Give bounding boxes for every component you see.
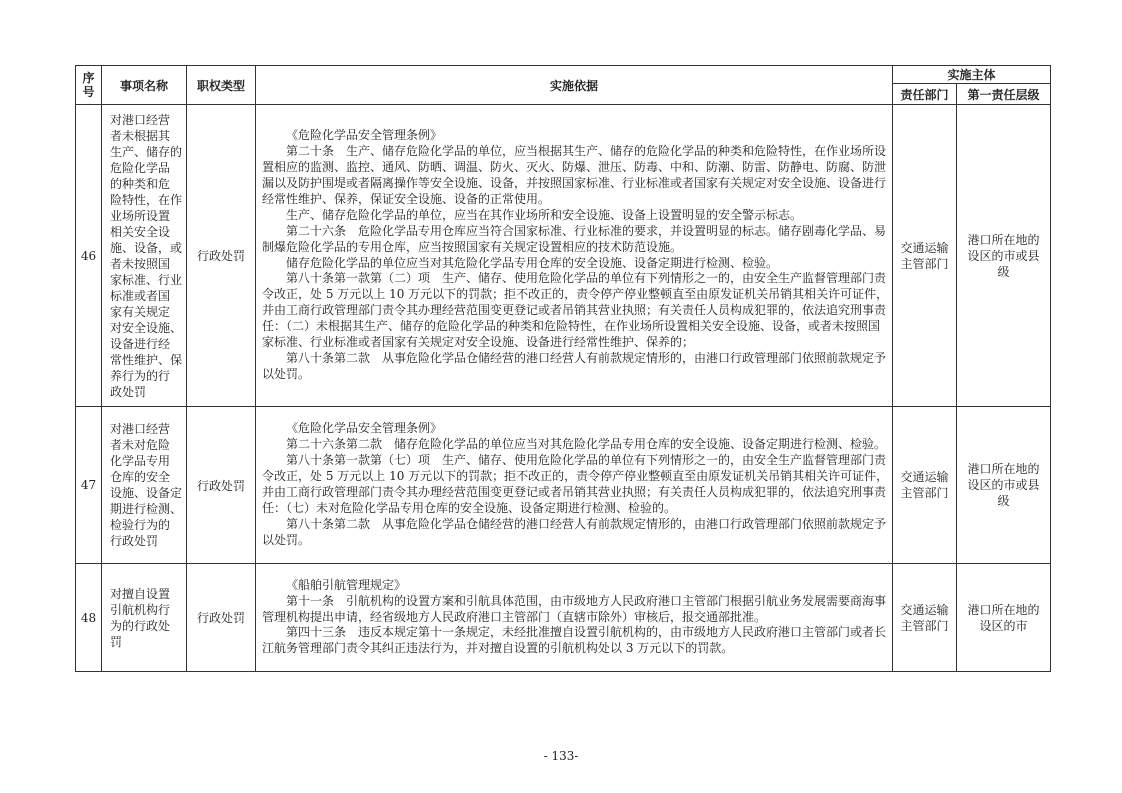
text-line: 交通运输 xyxy=(900,240,949,255)
text-line: 对港口经营 xyxy=(110,112,171,127)
text-line: 交通运输 xyxy=(900,470,949,484)
text-line: 设区的市或县 xyxy=(967,478,1040,492)
row-seq: 47 xyxy=(76,407,102,564)
text-line: 者未根据其 xyxy=(110,128,171,143)
text-line: 主管部门 xyxy=(900,486,949,500)
basis-line: 第二十六条第二款 储存危险化学品的单位应当对其危险化学品专用仓库的安全设施、设备定期进行检测、检验。 xyxy=(286,437,887,452)
header-dept: 责任部门 xyxy=(893,84,957,105)
basis-line: 制爆危险化学品的专用仓库，应当按照国家有关规定设置相应的技术防范设施。 xyxy=(262,239,683,254)
row-name xyxy=(102,564,187,672)
basis-line: 第十一条 引航机构的设置方案和引航具体范围，由市级地方人民政府港口主管部门根据引航业务发展需要商海事 xyxy=(286,593,887,608)
table-row xyxy=(76,105,1051,407)
text-line: 生产、储存的 xyxy=(110,144,183,159)
text-line: 标准或者国 xyxy=(110,288,171,303)
text-line: 设区的市 xyxy=(979,618,1028,633)
text-line: 家有关规定 xyxy=(110,304,171,319)
text-line: 级 xyxy=(997,494,1010,508)
basis-line: 《危险化学品安全管理条例》 xyxy=(286,128,443,143)
text-line: 检验行为的 xyxy=(110,518,171,532)
text-line: 业场所设置 xyxy=(110,208,171,223)
basis-line: 任：（七）未对危险化学品专用仓库的安全设施、设备定期进行检测、检验的。 xyxy=(262,500,677,515)
text-line: 引航机构行 xyxy=(110,602,171,617)
row-dept xyxy=(893,564,957,672)
row-seq: 46 xyxy=(76,105,102,407)
basis-line: 第八十条第二款 从事危险化学品仓储经营的港口经营人有前款规定情形的，由港口行政管理部门依照前款规定予 xyxy=(286,350,887,365)
text-line: 为的行政处 xyxy=(110,618,171,633)
text-line: 级 xyxy=(997,264,1010,279)
basis-line: 储存危险化学品的单位应当对其危险化学品专用仓库的安全设施、设备定期进行检测、检验。 xyxy=(286,255,779,270)
basis-line: 经常性维护、保养，保证安全设施、设备的正常使用。 xyxy=(262,191,551,206)
text-line: 对港口经营 xyxy=(110,422,171,436)
basis-line: 任：（二）未根据其生产、储存的危险化学品的种类和危险特性，在作业场所设置相关安全设施、设备，或者未按照国 xyxy=(262,319,881,334)
text-line: 的种类和危 xyxy=(110,176,171,191)
basis-line: 管理机构提出申请，经省级地方人民政府港口主管部门（直辖市除外）审核后，报交通部批准。 xyxy=(262,609,767,624)
text-line: 政处罚 xyxy=(110,384,147,399)
text-line: 家标准、行业 xyxy=(110,272,183,287)
text-line: 者未对危险 xyxy=(110,438,171,452)
basis-line: 《船舶引航管理规定》 xyxy=(286,577,407,592)
text-line: 施、设备，或 xyxy=(110,240,183,255)
basis-line: 第八十条第一款第（七）项 生产、储存、使用危险化学品的单位有下列情形之一的，由安全生产监督管理部门责 xyxy=(286,453,887,468)
header-seq-line: 序 xyxy=(82,71,95,85)
basis-line: 并由工商行政管理部门责令其办理经营范围变更登记或者吊销其营业执照；有关责任人员构成犯罪的，依法追究刑事责 xyxy=(262,485,887,499)
header-basis: 实施依据 xyxy=(256,66,893,105)
basis-line: 第八十条第二款 从事危险化学品仓储经营的港口经营人有前款规定情形的，由港口行政管理部门依照前款规定予 xyxy=(286,516,887,531)
row-dept xyxy=(893,105,957,407)
header-seq-line: 号 xyxy=(82,85,95,99)
header-name: 事项名称 xyxy=(102,66,187,105)
text-line: 对擅自设置 xyxy=(110,586,171,601)
text-line: 行政处罚 xyxy=(110,534,159,548)
header-subject: 实施主体 xyxy=(893,66,1051,84)
basis-line: 家标准、行业标准或者国家有关规定对安全设施、设备进行经常性维护、保养的； xyxy=(262,335,695,350)
basis-line: 置相应的监测、监控、通风、防晒、调温、防火、灭火、防爆、泄压、防毒、中和、防潮、防雷、防静电、防腐、防泄 xyxy=(262,160,887,175)
basis-line: 江航务管理部门责令其纠正违法行为，并对擅自设置的引航机构处以 3 万元以下的罚款。 xyxy=(262,641,734,656)
row-basis xyxy=(256,407,893,564)
text-line: 港口所在地的 xyxy=(967,462,1040,476)
text-line: 主管部门 xyxy=(900,618,949,633)
basis-line: 第二十六条 危险化学品专用仓库应当符合国家标准、行业标准的要求，并设置明显的标志。储存剧毒化学品、易 xyxy=(286,223,887,238)
text-line: 险特性，在作 xyxy=(110,192,183,207)
text-line: 危险化学品 xyxy=(110,160,171,175)
page-number: - 133- xyxy=(543,749,579,763)
text-line: 常性维护、保 xyxy=(110,352,183,367)
text-line: 设备进行经 xyxy=(110,336,171,351)
row-basis xyxy=(256,105,893,407)
text-line: 相关安全设 xyxy=(110,224,171,239)
basis-line: 第四十三条 违反本规定第十一条规定，未经批准擅自设置引航机构的，由市级地方人民政府港口主管部门或者长 xyxy=(286,625,887,640)
row-name xyxy=(102,407,187,564)
basis-line: 以处罚。 xyxy=(262,366,311,381)
basis-line: 第八十条第一款第（二）项 生产、储存、使用危险化学品的单位有下列情形之一的，由安全生产监督管理部门责 xyxy=(286,271,887,286)
text-line: 者未按照国 xyxy=(110,256,171,271)
text-line: 港口所在地的 xyxy=(967,232,1040,247)
table-row xyxy=(76,564,1051,672)
text-line: 期进行检测、 xyxy=(110,502,183,516)
text-line: 设施、设备定 xyxy=(110,486,183,500)
text-line: 港口所在地的 xyxy=(967,602,1040,617)
header-seq xyxy=(76,66,102,105)
basis-line: 第二十条 生产、储存危险化学品的单位，应当根据其生产、储存的危险化学品的种类和危险特性，在作业场所设 xyxy=(286,144,887,159)
basis-line: 生产、储存危险化学品的单位，应当在其作业场所和安全设施、设备上设置明显的安全警示标志。 xyxy=(286,207,803,222)
row-type: 行政处罚 xyxy=(187,564,256,672)
responsibility-table xyxy=(75,65,1051,672)
row-level xyxy=(957,105,1051,407)
text-line: 主管部门 xyxy=(900,256,949,271)
header-type: 职权类型 xyxy=(187,66,256,105)
basis-line: 漏以及防护围堤或者隔离操作等安全设施、设备，并按照国家标准、行业标准或者国家有关规定对安全设施、设备进行 xyxy=(262,175,887,190)
text-line: 交通运输 xyxy=(900,602,949,617)
text-line: 设区的市或县 xyxy=(967,248,1040,263)
row-dept xyxy=(893,407,957,564)
basis-line: 令改正，处 5 万元以上 10 万元以下的罚款；拒不改正的，责令停产停业整顿直至由原发证机关吊销其相关许可证件， xyxy=(262,287,889,302)
text-line: 仓库的安全 xyxy=(110,470,171,484)
row-seq: 48 xyxy=(76,564,102,672)
header-level: 第一责任层级 xyxy=(957,84,1051,105)
row-level xyxy=(957,407,1051,564)
basis-line: 令改正，处 5 万元以上 10 万元以下的罚款；拒不改正的，责令停产停业整顿直至由原发证机关吊销其相关许可证件， xyxy=(262,469,889,484)
text-line: 化学品专用 xyxy=(110,454,171,468)
table-row xyxy=(76,407,1051,564)
row-basis xyxy=(256,564,893,672)
text-line: 对安全设施、 xyxy=(110,320,183,335)
text-line: 养行为的行 xyxy=(110,368,171,383)
text-line: 罚 xyxy=(110,634,123,649)
row-type: 行政处罚 xyxy=(187,105,256,407)
row-name xyxy=(102,105,187,407)
basis-line: 以处罚。 xyxy=(262,532,311,547)
row-type: 行政处罚 xyxy=(187,407,256,564)
basis-line: 《危险化学品安全管理条例》 xyxy=(286,421,443,436)
basis-line: 并由工商行政管理部门责令其办理经营范围变更登记或者吊销其营业执照；有关责任人员构成犯罪的，依法追究刑事责 xyxy=(262,303,887,318)
row-level xyxy=(957,564,1051,672)
